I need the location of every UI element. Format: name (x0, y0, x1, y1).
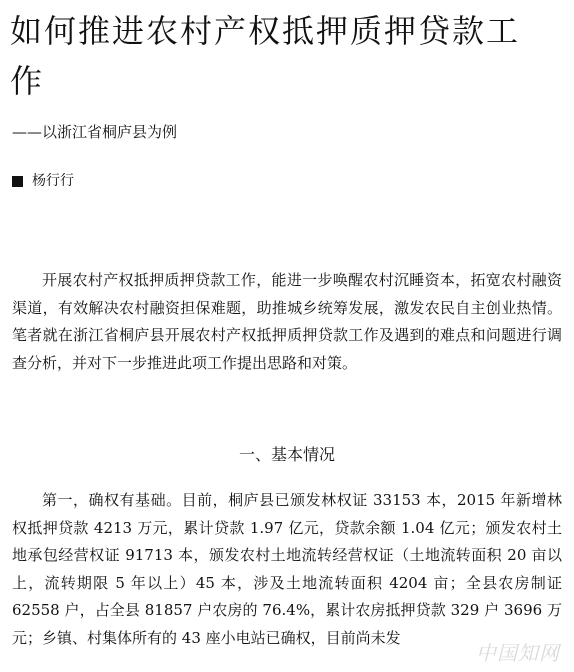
author-name: 杨行行 (32, 173, 74, 189)
black-square-icon (12, 176, 23, 187)
author-line (12, 171, 74, 191)
article-title: 如何推进农村产权抵押质押贷款工作 (10, 12, 521, 100)
body-paragraph: 第一，确权有基础。目前，桐庐县已颁发林权证 33153 本，2015 年新增林权抵押贷款 4213 万元，累计贷款 1.97 亿元，贷款余额 1.04 亿元；颁发农村土地承包经营权证 91713 本，颁发农村土地流转经营权证（土地流转面积 20 亩以上，流转期限 5 年以上）45 本，涉及土地流转面积 4204 亩；全县农房制证 62558 户，占全县 81857 户农房的 76.4%，累计农房抵押贷款 329 户 3696 万元；乡镇、村集体所有的 43 座小电站已确权，目前尚未发 (12, 491, 562, 647)
section-heading: 一、基本情况 (238, 445, 335, 464)
article-subtitle: ——以浙江省桐庐县为例 (12, 123, 178, 141)
abstract-paragraph: 开展农村产权抵押质押贷款工作，能进一步唤醒农村沉睡资本，拓宽农村融资渠道，有效解决农村融资担保难题，助推城乡统筹发展，激发农民自主创业热情。笔者就在浙江省桐庐县开展农村产权抵押质押贷款工作及遇到的难点和问题进行调查分析，并对下一步推进此项工作提出思路和对策。 (12, 271, 562, 372)
watermark-logo: 中国知网 (476, 641, 560, 665)
